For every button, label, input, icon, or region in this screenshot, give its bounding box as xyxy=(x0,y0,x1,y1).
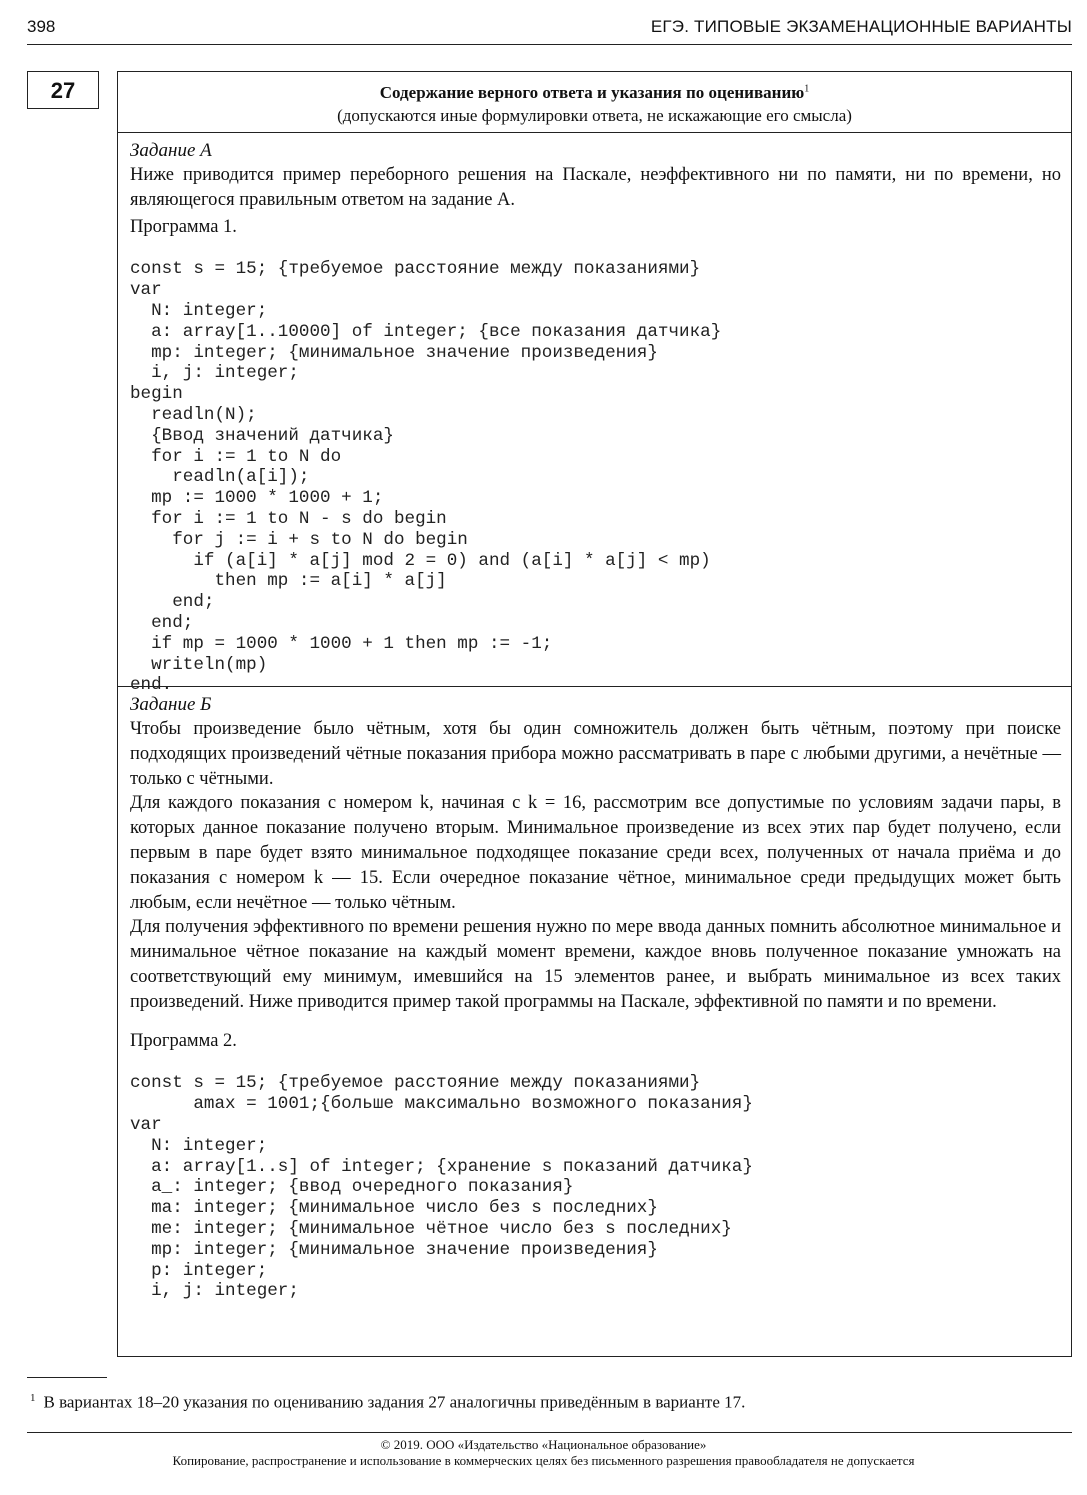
task-b-paragraph: Чтобы произведение было чётным, хотя бы один сомножитель должен быть чётным, поэтому при поиске подходящих произведений чётные показания прибора можно рассматривать в паре с любыми другими, а нечётные — только с чётными. xyxy=(130,719,1061,789)
program-2-code xyxy=(130,1053,1061,1344)
copyright-notice: Копирование, распространение и использование в коммерческих целях без письменного разрешения правообладателя не допускается xyxy=(172,1453,915,1468)
code-line: if mp = 1000 * 1000 + 1 then mp := -1; xyxy=(130,633,553,654)
code-line: i, j: integer; xyxy=(130,363,299,384)
code-line: a_: integer; {ввод очередного показания} xyxy=(130,1177,574,1198)
task-b-paragraph: Для каждого показания с номером k, начиная с k = 16, рассмотрим все допустимые по условиям задачи пары, в которых данное показание получено вторым. Минимальное произведение из всех этих пар будет получено, если первым в паре будет взято минимальное подходящее показание среди всех, полученных от начала приёма и до показания с номером k — 15. Если очередное показание чётное, минимальное среди предыдущих может быть любым, если нечётное — только чётным. xyxy=(130,793,1061,913)
code-line: p: integer; xyxy=(130,1260,268,1281)
program-2-label: Программа 2. xyxy=(130,1030,237,1051)
code-line: me: integer; {минимальное чётное число без s последних} xyxy=(130,1218,732,1239)
code-line: N: integer; xyxy=(130,300,268,321)
code-line: for j := i + s to N do begin xyxy=(130,529,468,550)
code-line: N: integer; xyxy=(130,1135,268,1156)
task-b-section xyxy=(118,687,1071,1344)
answer-box-title: Содержание верного ответа и указания по оцениванию xyxy=(379,83,805,102)
footnote-rule xyxy=(27,1377,107,1378)
code-line: var xyxy=(130,280,162,301)
question-number: 27 xyxy=(27,71,99,109)
code-line: end; xyxy=(130,612,194,633)
page-number: 398 xyxy=(27,17,56,36)
code-line: then mp := a[i] * a[j] xyxy=(130,571,447,592)
footnote-ref: 1 xyxy=(804,83,810,95)
code-line: mp: integer; {минимальное значение произведения} xyxy=(130,1239,658,1260)
answer-box-subtitle: (допускаются иные формулировки ответа, не искажающие его смысла) xyxy=(337,106,852,125)
code-line: i, j: integer; xyxy=(130,1281,299,1302)
footnote-text: В вариантах 18–20 указания по оцениванию задания 27 аналогичны приведённым в варианте 17. xyxy=(43,1392,746,1412)
task-b-title: Задание Б xyxy=(130,694,212,715)
copyright-line: © 2019. ООО «Издательство «Национальное образование» xyxy=(380,1437,707,1452)
code-line: for i := 1 to N - s do begin xyxy=(130,508,447,529)
code-line: begin xyxy=(130,384,183,405)
code-line: if (a[i] * a[j] mod 2 = 0) and (a[i] * a[j] < mp) xyxy=(130,550,711,571)
answer-box xyxy=(117,71,1072,1357)
task-a-intro: Ниже приводится пример переборного решения на Паскале, неэффективного ни по памяти, ни по времени, но являющегося правильным ответом на задание А. xyxy=(130,165,1061,210)
code-line: {Ввод значений датчика} xyxy=(130,425,394,446)
code-line: mp := 1000 * 1000 + 1; xyxy=(130,488,384,509)
task-b-paragraph: Для получения эффективного по времени решения нужно по мере ввода данных помнить абсолютное минимальное и минимальное чётное показание на каждый момент времени, каждое вновь полученное показание умножать на соответствующий ему минимум, имевшийся на 15 элементов ранее, и выбрать минимальное из всех таких произведений. Ниже приводится пример такой программы на Паскале, эффективной по памяти и по времени. xyxy=(130,917,1061,1012)
code-line: const s = 15; {требуемое расстояние между показаниями} xyxy=(130,1073,701,1094)
code-line: end. xyxy=(130,675,173,696)
footnote-mark: 1 xyxy=(30,1392,36,1404)
code-line: a: array[1..s] of integer; {хранение s показаний датчика} xyxy=(130,1156,753,1177)
page-header xyxy=(27,12,1072,45)
task-a-section xyxy=(118,133,1071,696)
code-line: var xyxy=(130,1114,162,1135)
code-line: end; xyxy=(130,592,215,613)
code-line: readln(a[i]); xyxy=(130,467,310,488)
footnote xyxy=(30,1392,745,1413)
running-title: ЕГЭ. ТИПОВЫЕ ЭКЗАМЕНАЦИОННЫЕ ВАРИАНТЫ xyxy=(650,17,1072,36)
footer-rule xyxy=(27,1432,1072,1433)
code-line: a: array[1..10000] of integer; {все показания датчика} xyxy=(130,321,722,342)
code-line: mp: integer; {минимальное значение произведения} xyxy=(130,342,658,363)
code-line: ma: integer; {минимальное число без s последних} xyxy=(130,1198,658,1219)
code-line: amax = 1001;{больше максимально возможного показания} xyxy=(130,1094,753,1115)
answer-box-header xyxy=(118,72,1071,133)
code-line: const s = 15; {требуемое расстояние между показаниями} xyxy=(130,259,701,280)
code-line: readln(N); xyxy=(130,404,257,425)
program-1-code xyxy=(130,239,1061,738)
task-a-title: Задание А xyxy=(130,140,212,161)
code-line: for i := 1 to N do xyxy=(130,446,342,467)
program-1-label: Программа 1. xyxy=(130,216,237,237)
code-line: writeln(mp) xyxy=(130,654,268,675)
